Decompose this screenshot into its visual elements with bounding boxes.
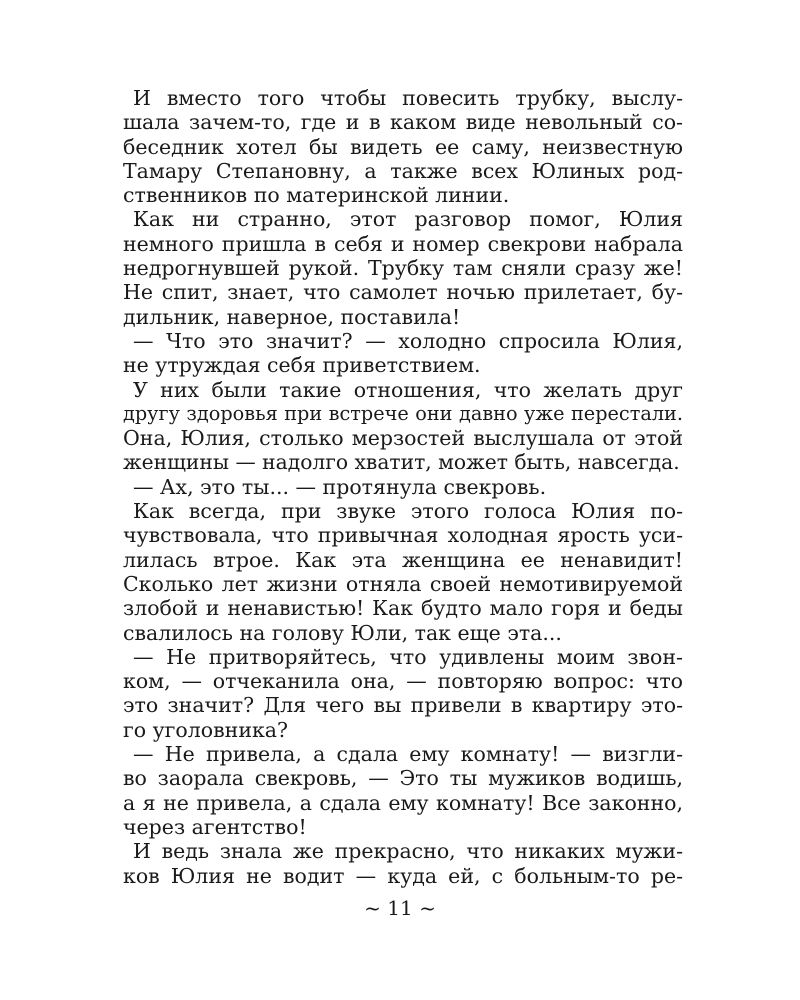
text-line: — Не притворяйтесь, что удивлены моим звон- <box>133 644 683 669</box>
text-line: дильник, наверное, поставила! <box>123 304 461 329</box>
text-line: — Ах, это ты... — протянула свекровь. <box>133 474 547 499</box>
text-line: У них были такие отношения, что желать друг <box>133 377 683 402</box>
text-line: это значит? Для чего вы привели в квартиру это- <box>123 693 683 718</box>
body-text <box>123 86 683 888</box>
text-line: го уголовника? <box>123 717 289 742</box>
text-line: а я не привела, а сдала ему комнату! Все законно, <box>123 790 683 815</box>
text-line: лилась втрое. Как эта женщина ее ненавидит! <box>123 547 683 572</box>
text-line: не утруждая себя приветствием. <box>123 353 481 378</box>
text-line: Как всегда, при звуке этого голоса Юлия по- <box>133 499 683 524</box>
text-line: через агентство! <box>123 814 307 839</box>
text-line: свалилось на голову Юли, так еще эта... <box>123 620 562 645</box>
text-line: другу здоровья при встрече они давно уже перестали. <box>123 401 683 425</box>
text-line: злобой и ненавистью! Как будто мало горя и беды <box>123 596 683 621</box>
text-line: ков Юлия не водит — куда ей, с больным-то ре- <box>123 863 683 888</box>
text-line: И вместо того чтобы повесить трубку, выслу- <box>133 86 683 110</box>
text-line: ственников по материнской линии. <box>123 183 510 208</box>
text-line: недрогнувшей рукой. Трубку там сняли сразу же! <box>123 256 683 281</box>
text-line: беседник хотел бы видеть ее саму, неизвестную <box>123 134 683 159</box>
text-line: — Что это значит? — холодно спросила Юлия, <box>133 328 683 353</box>
text-line: шала зачем-то, где и в каком виде невольный со- <box>123 110 683 135</box>
text-line: Сколько лет жизни отняла своей немотивируемой <box>123 571 683 596</box>
text-line: Не спит, знает, что самолет ночью прилетает, бу- <box>123 280 683 305</box>
text-line: И ведь знала же прекрасно, что никаких мужи- <box>133 839 683 864</box>
text-line: Как ни странно, этот разговор помог, Юлия <box>133 207 683 232</box>
text-line: Тамару Степановну, а также всех Юлиных род- <box>123 158 683 183</box>
text-line: женщины — надолго хватит, может быть, навсегда. <box>123 450 680 475</box>
text-line: ком, — отчеканила она, — повторяю вопрос: что <box>123 669 683 694</box>
page-number: ~ 11 ~ <box>364 896 436 920</box>
text-line: Она, Юлия, столько мерзостей выслушала от этой <box>123 426 683 451</box>
text-line: во заорала свекровь, — Это ты мужиков водишь, <box>123 766 683 791</box>
text-line: немного пришла в себя и номер свекрови набрала <box>123 231 683 256</box>
text-line: чувствовала, что привычная холодная ярость уси- <box>123 523 683 548</box>
text-line: — Не привела, а сдала ему комнату! — визгли- <box>133 742 683 767</box>
